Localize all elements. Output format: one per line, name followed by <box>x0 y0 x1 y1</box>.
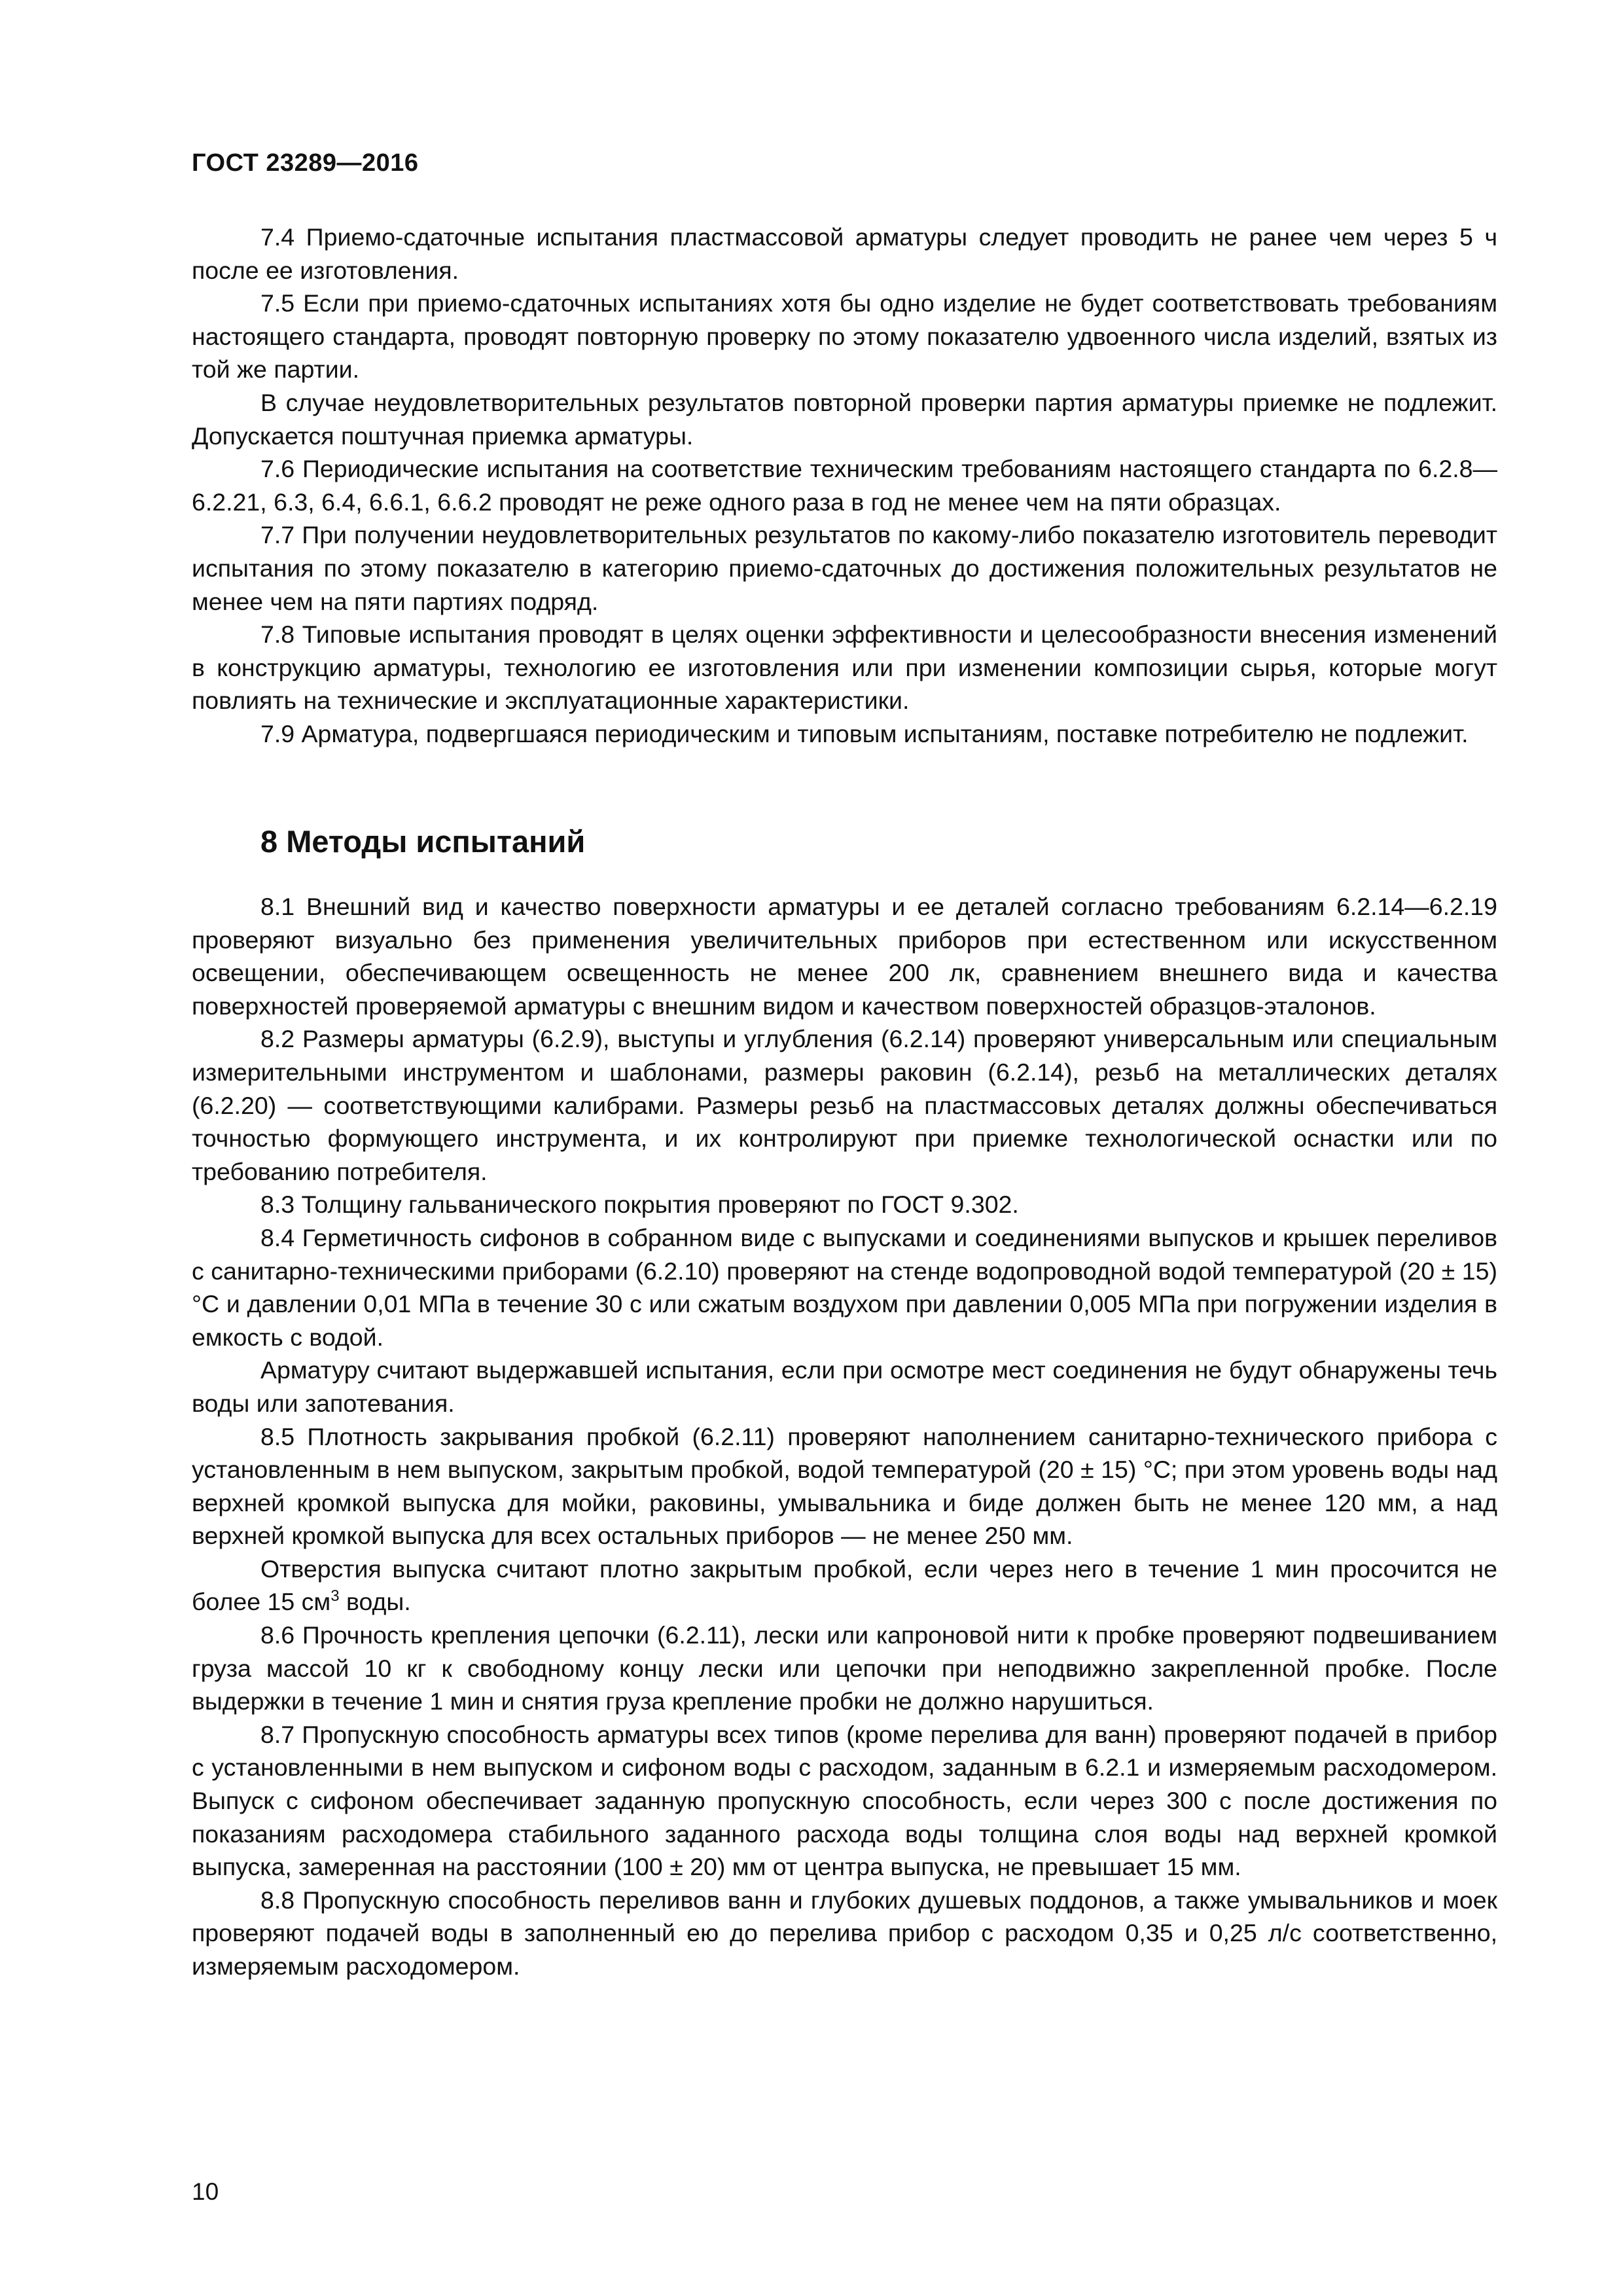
page-number: 10 <box>192 2178 219 2205</box>
paragraph-8-7: 8.7 Пропускную способность арматуры всех типов (кроме перелива для ванн) проверяют подачей в прибор с установленными в нем выпуском и сифоном воды с расходом, заданным в 6.2.1 и измеряемым расходомером. Выпуск с сифоном обеспечивает заданную пропускную способность, если через 300 с после достижения по показаниям расходомера стабильного заданного расхода воды толщина слоя воды над верхней кромкой выпуска, замеренная на расстоянии (100 ± 20) мм от центра выпуска, не превышает 15 мм. <box>192 1720 1497 1881</box>
document-header: ГОСТ 23289—2016 <box>192 149 419 177</box>
paragraph-8-2: 8.2 Размеры арматуры (6.2.9), выступы и углубления (6.2.14) проверяют универсальным или специальным измерительными инструментом и шаблонами, размеры раковин (6.2.14), резьб на металлических деталях (6.2.20) — соответствующими калибрами. Размеры резьб на пластмассовых деталях должны обеспечиваться точностью формующего инструмента, и их контролируют при приемке технологической оснастки или по требованию потребителя. <box>192 1025 1497 1185</box>
paragraph-8-4: 8.4 Герметичность сифонов в собранном виде с выпусками и соединениями выпусков и крышек переливов с санитарно-техническими приборами (6.2.10) проверяют на стенде водопроводной водой температурой (20 ± 15) °С и давлении 0,01 МПа в течение 30 с или сжатым воздухом при давлении 0,005 МПа при погружении изделия в емкость с водой. <box>192 1223 1497 1351</box>
paragraph-8-6: 8.6 Прочность крепления цепочки (6.2.11), лески или капроновой нити к пробке проверяют подвешиванием груза массой 10 кг к свободному концу лески или цепочки при неподвижно закрепленной пробке. После выдержки в течение 1 мин и снятия груза крепление пробки не должно нарушиться. <box>192 1621 1497 1715</box>
leakage-text-end: воды. <box>339 1588 411 1616</box>
paragraph-7-8: 7.8 Типовые испытания проводят в целях оценки эффективности и целесообразности внесения изменений в конструкцию арматуры, технологию ее изготовления или при изменении композиции сырья, которые могут повлиять на технические и эксплуатационные характеристики. <box>192 620 1497 715</box>
paragraph-7-6: 7.6 Периодические испытания на соответствие техническим требованиям настоящего стандарта по 6.2.8—6.2.21, 6.3, 6.4, 6.6.1, 6.6.2 проводят не реже одного раза в год не менее чем на пяти образцах. <box>192 455 1497 516</box>
paragraph-8-5-continued <box>192 1552 1497 1619</box>
paragraph-7-5-continued: В случае неудовлетворительных результатов повторной проверки партия арматуры приемке не подлежит. Допускается поштучная приемка арматуры. <box>192 388 1497 450</box>
paragraph-7-4: 7.4 Приемо-сдаточные испытания пластмассовой арматуры следует проводить не ранее чем через 5 ч после ее изготовления. <box>192 223 1497 284</box>
paragraph-8-1: 8.1 Внешний вид и качество поверхности арматуры и ее деталей согласно требованиям 6.2.14—6.2.19 проверяют визуально без применения увеличительных приборов при естественном или искусственном освещении, обеспечивающем освещенность не менее 200 лк, сравнением внешнего вида и качества поверхностей проверяемой арматуры с внешним видом и качеством поверхностей образцов-эталонов. <box>192 893 1497 1020</box>
cubic-superscript: 3 <box>330 1587 340 1605</box>
section-7-body <box>192 221 1497 751</box>
paragraph-8-5: 8.5 Плотность закрывания пробкой (6.2.11) проверяют наполнением санитарно-технического прибора с установленным в нем выпуском, закрытым пробкой, водой температурой (20 ± 15) °С; при этом уровень воды над верхней кромкой выпуска для мойки, раковины, умывальника и биде должен быть не менее 120 мм, а над верхней кромкой выпуска для всех остальных приборов — не менее 250 мм. <box>192 1422 1497 1550</box>
paragraph-7-9: 7.9 Арматура, подвергшаяся периодическим и типовым испытаниям, поставке потребителю не подлежит. <box>260 719 1469 747</box>
section-8-title: 8 Методы испытаний <box>260 824 586 859</box>
paragraph-8-8: 8.8 Пропускную способность переливов ванн и глубоких душевых поддонов, а также умывальников и моек проверяют подачей воды в заполненный ею до перелива прибор с расходом 0,35 и 0,25 л/с соответственно, измеряемым расходомером. <box>192 1886 1497 1980</box>
paragraph-8-3: 8.3 Толщину гальванического покрытия проверяют по ГОСТ 9.302. <box>260 1191 1019 1219</box>
paragraph-7-7: 7.7 При получении неудовлетворительных результатов по какому-либо показателю изготовитель переводит испытания по этому показателю в категорию приемо-сдаточных до достижения положительных результатов не менее чем на пяти партиях подряд. <box>192 521 1497 615</box>
paragraph-8-4-continued: Арматуру считают выдержавшей испытания, если при осмотре мест соединения не будут обнаружены течь воды или запотевания. <box>192 1356 1497 1417</box>
leakage-text: Отверстия выпуска считают плотно закрытым пробкой, если через него в течение 1 мин просочится не более 15 см <box>192 1554 1497 1616</box>
section-8-body <box>192 890 1497 1983</box>
paragraph-7-5: 7.5 Если при приемо-сдаточных испытаниях хотя бы одно изделие не будет соответствовать требованиям настоящего стандарта, проводят повторную проверку по этому показателю удвоенного числа изделий, взятых из той же партии. <box>192 289 1497 384</box>
